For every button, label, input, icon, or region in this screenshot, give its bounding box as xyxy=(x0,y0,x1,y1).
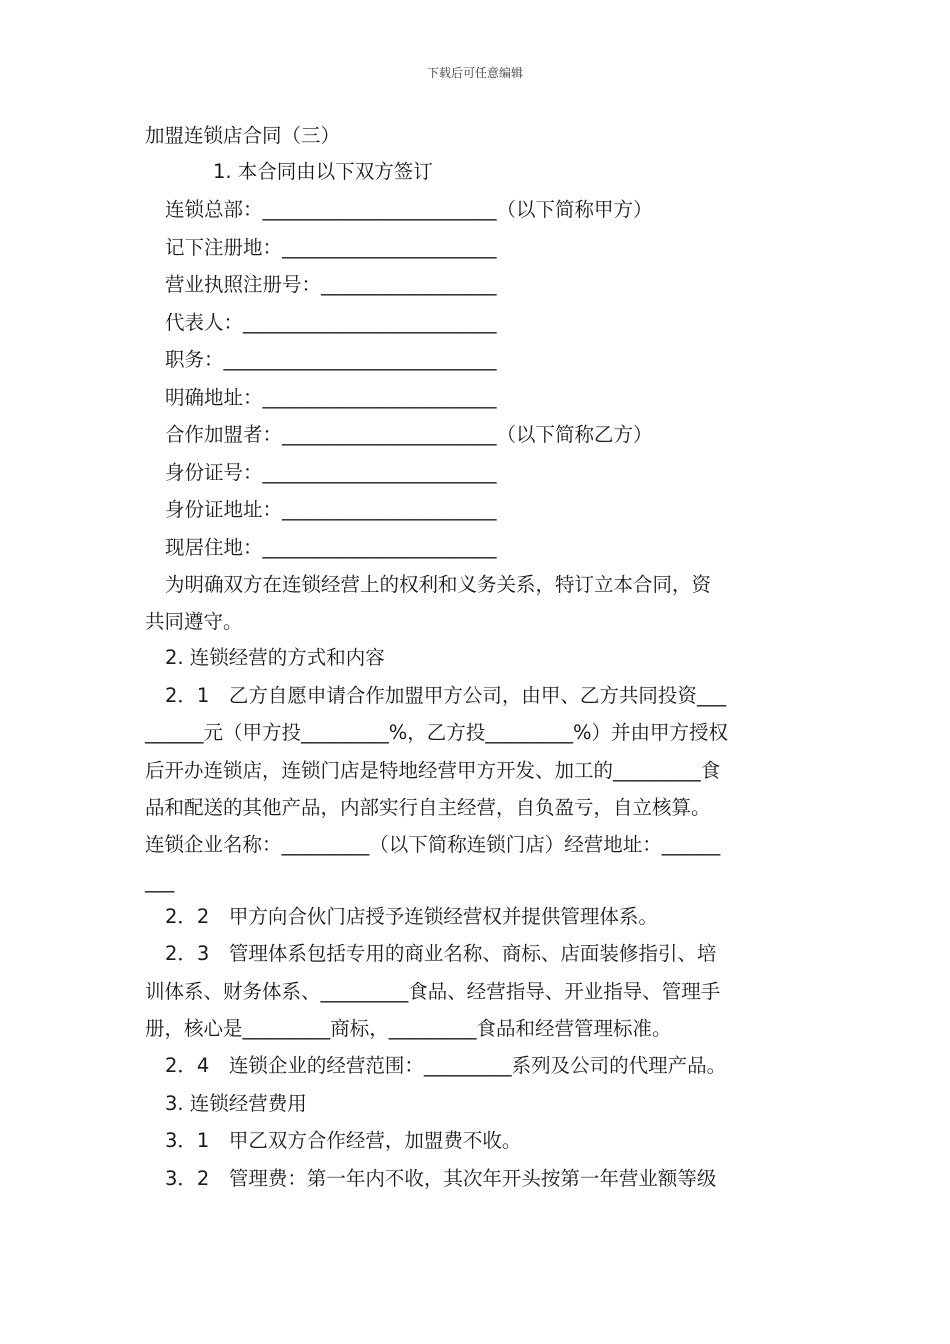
clause-2-1-line-5: 连锁企业名称：_________（以下简称连锁门店）经营地址：______ xyxy=(145,833,721,856)
section-1-heading: 1. 本合同由以下双方签订 xyxy=(213,160,433,183)
intro-paragraph-line-1: 为明确双方在连锁经营上的权利和义务关系，特订立本合同，资 xyxy=(165,573,712,596)
field-id-number: 身份证号：________________________ xyxy=(165,461,497,484)
clause-2-3-line-3: 册，核心是_________商标，_________食品和经营管理标准。 xyxy=(145,1017,672,1040)
section-3-heading: 3. 连锁经营费用 xyxy=(165,1092,307,1115)
clause-2-1-line-1: 2．1 乙方自愿申请合作加盟甲方公司，由甲、乙方共同投资___ xyxy=(165,684,727,707)
field-id-address: 身份证地址：______________________ xyxy=(165,498,497,521)
clause-2-3-line-1: 2．3 管理体系包括专用的商业名称、商标、店面装修指引、培 xyxy=(165,942,717,965)
field-registered-address: 记下注册地：______________________ xyxy=(165,236,497,259)
clause-2-1-line-2: ______元（甲方投_________%，乙方投_________%）并由甲方授权 xyxy=(145,721,729,744)
clause-2-1-line-3: 后开办连锁店，连锁门店是特地经营甲方开发、加工的_________食 xyxy=(145,759,721,782)
document-title: 加盟连锁店合同（三） xyxy=(145,124,341,147)
clause-2-1-line-6: ___ xyxy=(145,870,175,893)
clause-2-1-line-4: 品和配送的其他产品，内部实行自主经营，自负盈亏，自立核算。 xyxy=(145,796,711,819)
field-address: 明确地址：________________________ xyxy=(165,386,497,409)
section-2-heading: 2. 连锁经营的方式和内容 xyxy=(165,646,385,669)
clause-2-4: 2．4 连锁企业的经营范围：_________系列及公司的代理产品。 xyxy=(165,1054,727,1077)
field-position: 职务：____________________________ xyxy=(165,348,497,371)
intro-paragraph-line-2: 共同遵守。 xyxy=(145,610,243,633)
clause-3-2: 3．2 管理费：第一年内不收，其次年开头按第一年营业额等级 xyxy=(165,1167,717,1190)
clause-3-1: 3．1 甲乙双方合作经营，加盟费不收。 xyxy=(165,1129,522,1152)
field-franchisee: 合作加盟者：______________________（以下简称乙方） xyxy=(165,423,653,446)
field-representative: 代表人：__________________________ xyxy=(165,311,497,334)
field-license-number: 营业执照注册号：__________________ xyxy=(165,273,497,296)
clause-2-2: 2．2 甲方向合伙门店授予连锁经营权并提供管理体系。 xyxy=(165,905,658,928)
field-chain-hq: 连锁总部：________________________（以下简称甲方） xyxy=(165,198,653,221)
clause-2-3-line-2: 训体系、财务体系、_________食品、经营指导、开业指导、管理手 xyxy=(145,980,721,1003)
page-header: 下载后可任意编辑 xyxy=(426,66,523,80)
field-residence: 现居住地：________________________ xyxy=(165,536,497,559)
